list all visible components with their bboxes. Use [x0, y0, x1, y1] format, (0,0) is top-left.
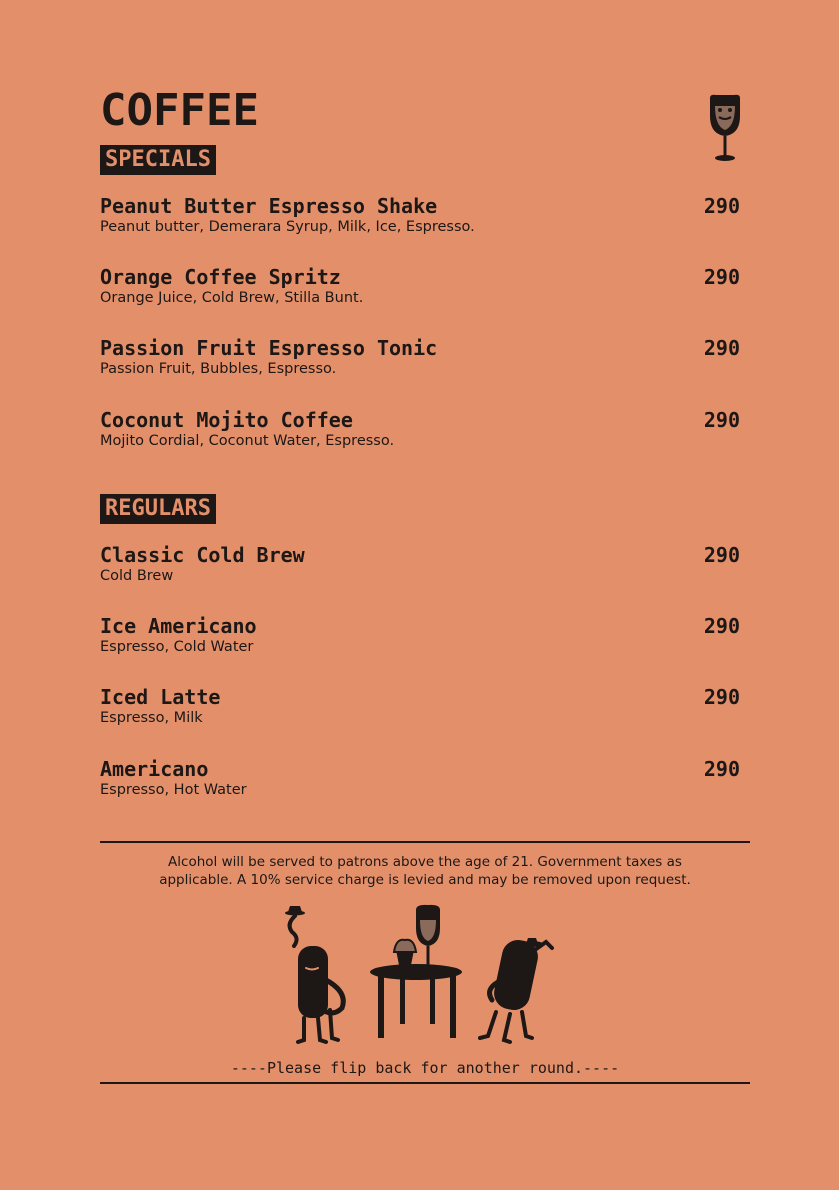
specials-heading: SPECIALS [100, 145, 216, 175]
menu-item [100, 613, 740, 663]
cafe-characters-illustration [270, 900, 570, 1050]
item-description: Mojito Cordial, Coconut Water, Espresso. [100, 433, 395, 449]
divider-top [100, 841, 750, 843]
legal-note [100, 853, 750, 889]
item-price: 290 [703, 408, 740, 432]
wine-glass-character-icon [704, 92, 746, 164]
item-description: Espresso, Hot Water [100, 782, 247, 798]
item-description: Passion Fruit, Bubbles, Espresso. [100, 361, 337, 377]
item-description: Espresso, Cold Water [100, 639, 254, 655]
menu-item [100, 193, 740, 243]
item-price: 290 [703, 614, 740, 638]
menu-item [100, 264, 740, 314]
page-title: COFFEE [100, 85, 259, 136]
flip-back-note: ----Please flip back for another round.---- [230, 1059, 620, 1077]
item-price: 290 [703, 685, 740, 709]
legal-note-line: Alcohol will be served to patrons above the age of 21. Government taxes as [168, 854, 682, 870]
item-price: 290 [703, 194, 740, 218]
item-name: Ice Americano [100, 614, 257, 638]
menu-item [100, 684, 740, 734]
legal-note-line: applicable. A 10% service charge is levied and may be removed upon request. [159, 872, 691, 888]
item-name: Orange Coffee Spritz [100, 265, 341, 289]
menu-item [100, 335, 740, 385]
item-name: Classic Cold Brew [100, 543, 305, 567]
regulars-heading: REGULARS [100, 494, 216, 524]
item-price: 290 [703, 336, 740, 360]
item-price: 290 [703, 757, 740, 781]
menu-item [100, 756, 740, 806]
item-description: Peanut butter, Demerara Syrup, Milk, Ice, Espresso. [100, 219, 475, 235]
menu-item [100, 407, 740, 457]
item-price: 290 [703, 265, 740, 289]
item-name: Coconut Mojito Coffee [100, 408, 353, 432]
item-description: Espresso, Milk [100, 710, 203, 726]
item-name: Americano [100, 757, 209, 781]
item-description: Orange Juice, Cold Brew, Stilla Bunt. [100, 290, 364, 306]
menu-item [100, 542, 740, 592]
item-name: Peanut Butter Espresso Shake [100, 194, 438, 218]
item-name: Passion Fruit Espresso Tonic [100, 336, 438, 360]
item-description: Cold Brew [100, 568, 174, 584]
item-price: 290 [703, 543, 740, 567]
divider-bottom [100, 1082, 750, 1084]
item-name: Iced Latte [100, 685, 221, 709]
